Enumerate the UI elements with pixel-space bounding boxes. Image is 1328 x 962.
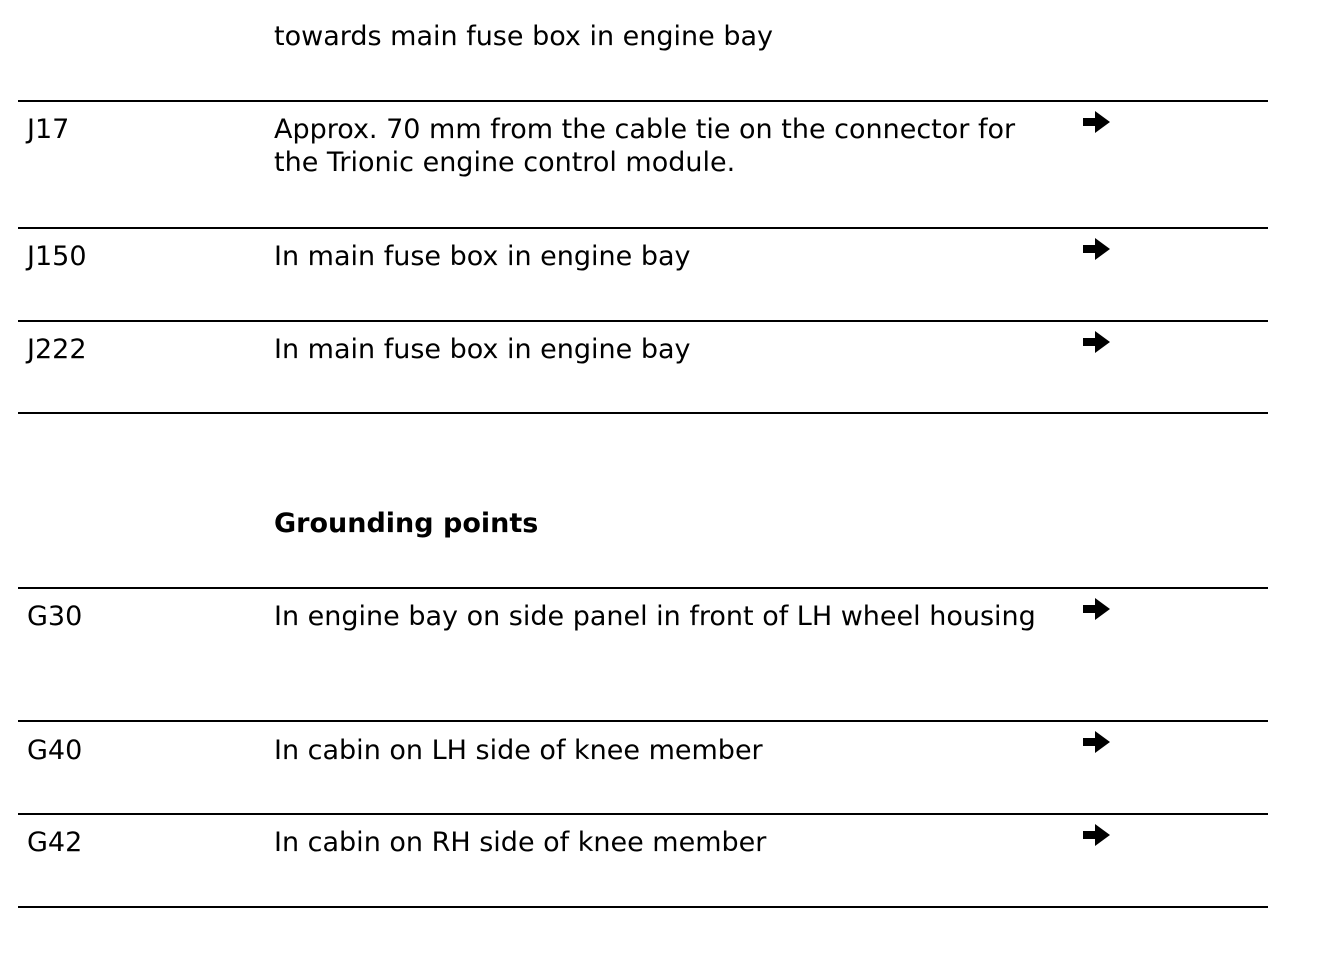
component-code: G42 <box>27 827 83 858</box>
table-divider <box>18 813 1268 815</box>
component-description: In main fuse box in engine bay <box>274 334 691 365</box>
table-divider <box>18 100 1268 102</box>
component-description: In engine bay on side panel in front of LH wheel housing <box>274 601 1036 632</box>
component-code: J150 <box>27 241 87 272</box>
right-arrow-icon[interactable] <box>1083 823 1111 847</box>
component-code: G30 <box>27 601 83 632</box>
right-arrow-icon[interactable] <box>1083 330 1111 354</box>
table-divider <box>18 720 1268 722</box>
right-arrow-icon[interactable] <box>1083 730 1111 754</box>
right-arrow-icon[interactable] <box>1083 110 1111 134</box>
component-code: J17 <box>27 114 70 145</box>
table-divider <box>18 906 1268 908</box>
section-heading: Grounding points <box>274 508 539 539</box>
table-divider <box>18 320 1268 322</box>
right-arrow-icon[interactable] <box>1083 597 1111 621</box>
component-description: In cabin on RH side of knee member <box>274 827 767 858</box>
component-description: Approx. 70 mm from the cable tie on the connector for <box>274 114 1016 145</box>
component-description: In main fuse box in engine bay <box>274 241 691 272</box>
intro-text: towards main fuse box in engine bay <box>274 21 773 52</box>
component-description-continued: the Trionic engine control module. <box>274 147 736 178</box>
table-divider <box>18 412 1268 414</box>
component-description: In cabin on LH side of knee member <box>274 735 763 766</box>
table-divider <box>18 587 1268 589</box>
component-code: J222 <box>27 334 87 365</box>
component-code: G40 <box>27 735 83 766</box>
right-arrow-icon[interactable] <box>1083 237 1111 261</box>
table-divider <box>18 227 1268 229</box>
